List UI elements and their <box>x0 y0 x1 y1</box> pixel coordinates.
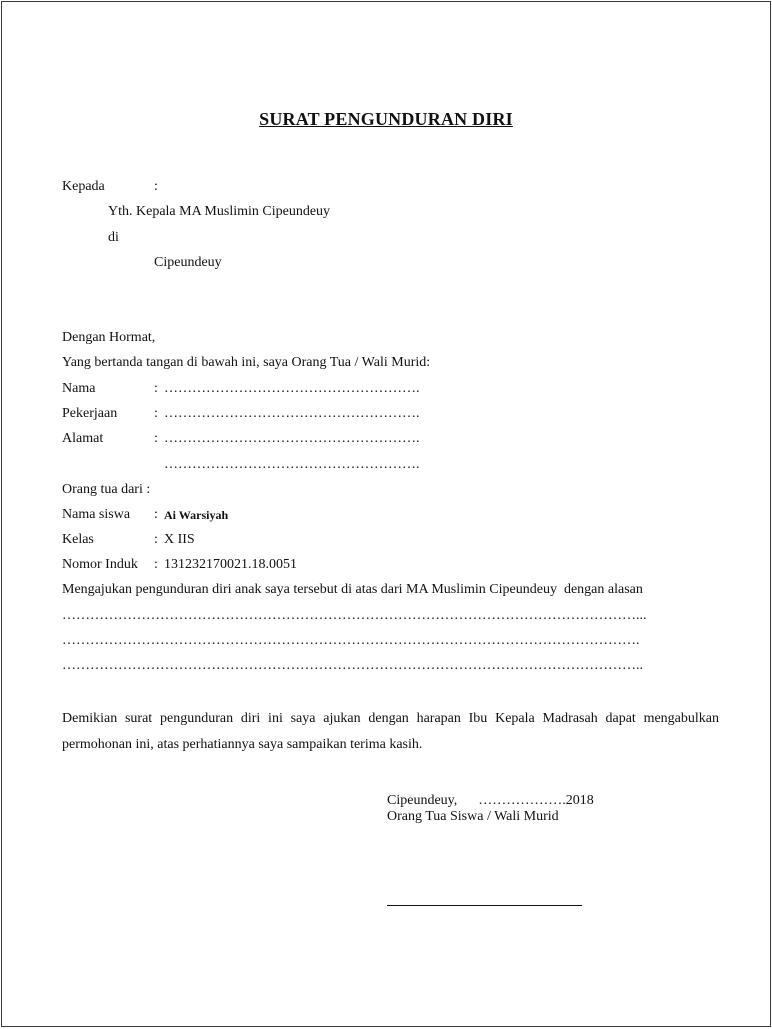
kepada-label: Kepada <box>62 179 105 194</box>
kelas-value: X IIS <box>164 532 195 547</box>
nama-colon: : <box>154 381 158 396</box>
pekerjaan-dotted-field: ………………………………………………. <box>164 406 420 421</box>
pekerjaan-colon: : <box>154 406 158 421</box>
kepada-colon: : <box>154 179 158 194</box>
nama-siswa-value: Ai Warsiyah <box>164 508 229 522</box>
reason-dotted-line-3: …………………………………………………………………………………………………………….. <box>62 658 643 673</box>
reason-intro: Mengajukan pengunduran diri anak saya tersebut di atas dari MA Muslimin Cipeundeuy dengan alasan <box>62 582 643 597</box>
pekerjaan-label: Pekerjaan <box>62 406 118 421</box>
signature-line <box>387 905 582 906</box>
reason-dotted-line-1: ……………………………………………………………………………………………………………... <box>62 608 647 623</box>
letter-title: SURAT PENGUNDURAN DIRI <box>259 109 513 129</box>
signature-place-date: Cipeundeuy, ……………….2018 <box>387 793 594 808</box>
alamat-dotted-field: ………………………………………………. <box>164 431 420 446</box>
nama-siswa-colon: : <box>154 507 158 522</box>
intro-text: Yang bertanda tangan di bawah ini, saya Orang Tua / Wali Murid: <box>62 355 431 370</box>
orang-tua-dari-label: Orang tua dari : <box>62 482 151 497</box>
nomor-induk-value: 131232170021.18.0051 <box>164 557 297 572</box>
alamat-dotted-field-2: ………………………………………………. <box>164 457 420 472</box>
signature-role: Orang Tua Siswa / Wali Murid <box>387 809 559 824</box>
nama-label: Nama <box>62 381 96 396</box>
alamat-label: Alamat <box>62 431 104 446</box>
recipient-di: di <box>108 230 119 245</box>
letter-page <box>1 1 771 1027</box>
recipient-place: Cipeundeuy <box>154 255 222 270</box>
nomor-induk-colon: : <box>154 557 158 572</box>
alamat-colon: : <box>154 431 158 446</box>
nomor-induk-label: Nomor Induk <box>62 557 138 572</box>
kelas-label: Kelas <box>62 532 94 547</box>
greeting: Dengan Hormat, <box>62 330 156 345</box>
kelas-colon: : <box>154 532 158 547</box>
nama-dotted-field: ………………………………………………. <box>164 381 420 396</box>
recipient-yth: Yth. Kepala MA Muslimin Cipeundeuy <box>108 204 331 219</box>
closing-paragraph: Demikian surat pengunduran diri ini saya ajukan dengan harapan Ibu Kepala Madrasah dapat mengabulkan permohonan ini, atas perhatiannya saya sampaikan terima kasih. <box>62 711 719 752</box>
reason-dotted-line-2: ……………………………………………………………………………………………………………. <box>62 633 640 648</box>
nama-siswa-label: Nama siswa <box>62 507 131 522</box>
